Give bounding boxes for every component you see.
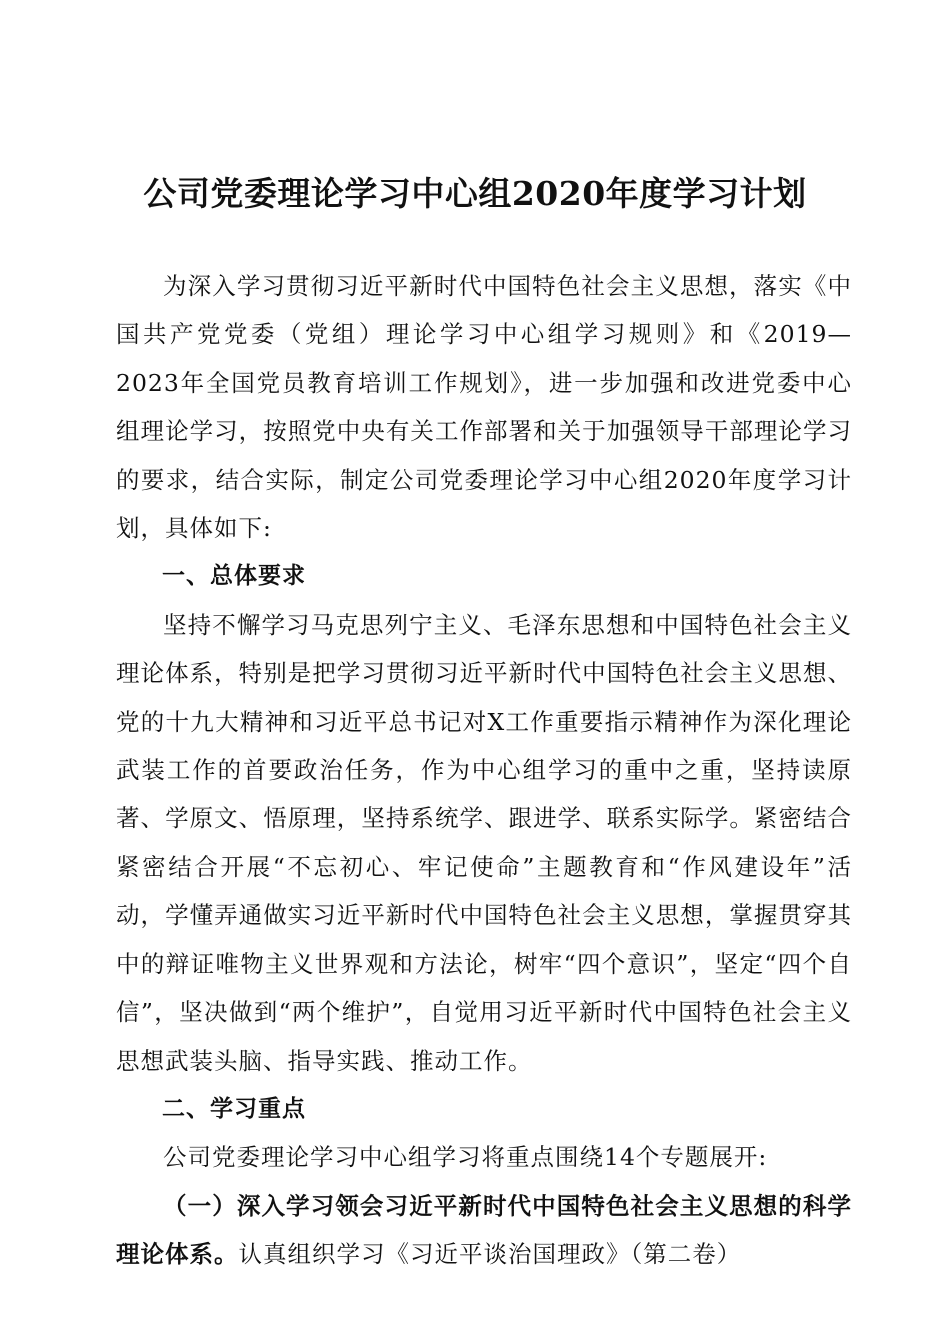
study-focus-paragraph: 公司党委理论学习中心组学习将重点围绕14个专题展开: bbox=[163, 1143, 768, 1172]
section-heading-study-focus: 二、学习重点 bbox=[162, 1095, 306, 1122]
document-title: 公司党委理论学习中心组2020年度学习计划 bbox=[143, 174, 807, 213]
topic-item-1-lead: （一）深入学习领会习近平新时代中国特色社会主义思想的科学理论体系。 bbox=[116, 1191, 852, 1269]
section-heading-general-requirements: 一、总体要求 bbox=[162, 563, 306, 590]
topic-item-1 bbox=[116, 1182, 852, 1279]
document-body bbox=[116, 262, 852, 1279]
intro-paragraph: 为深入学习贯彻习近平新时代中国特色社会主义思想，落实《中国共产党党委（党组）理论学习中心组学习规则》和《2019—2023年全国党员教育培训工作规划》，进一步加强和改进党委中心组理论学习，按照党中央有关工作部署和关于加强领导干部理论学习的要求，结合实际，制定公司党委理论学习中心组2020年度学习计划，具体如下: bbox=[116, 272, 852, 543]
general-requirements-paragraph: 坚持不懈学习马克思列宁主义、毛泽东思想和中国特色社会主义理论体系，特别是把学习贯彻习近平新时代中国特色社会主义思想、党的十九大精神和习近平总书记对X工作重要指示精神作为深化理论武装工作的首要政治任务，作为中心组学习的重中之重，坚持读原著、学原文、悟原理，坚持系统学、跟进学、联系实际学。紧密结合紧密结合开展“不忘初心、牢记使命”主题教育和“作风建设年”活动，学懂弄通做实习近平新时代中国特色社会主义思想，掌握贯穿其中的辩证唯物主义世界观和方法论，树牢“四个意识”，坚定“四个自信”，坚决做到“两个维护”，自觉用习近平新时代中国特色社会主义思想武装头脑、指导实践、推动工作。 bbox=[116, 610, 852, 1075]
topic-item-1-body: 认真组织学习《习近平谈治国理政》（第二卷） bbox=[238, 1240, 742, 1269]
